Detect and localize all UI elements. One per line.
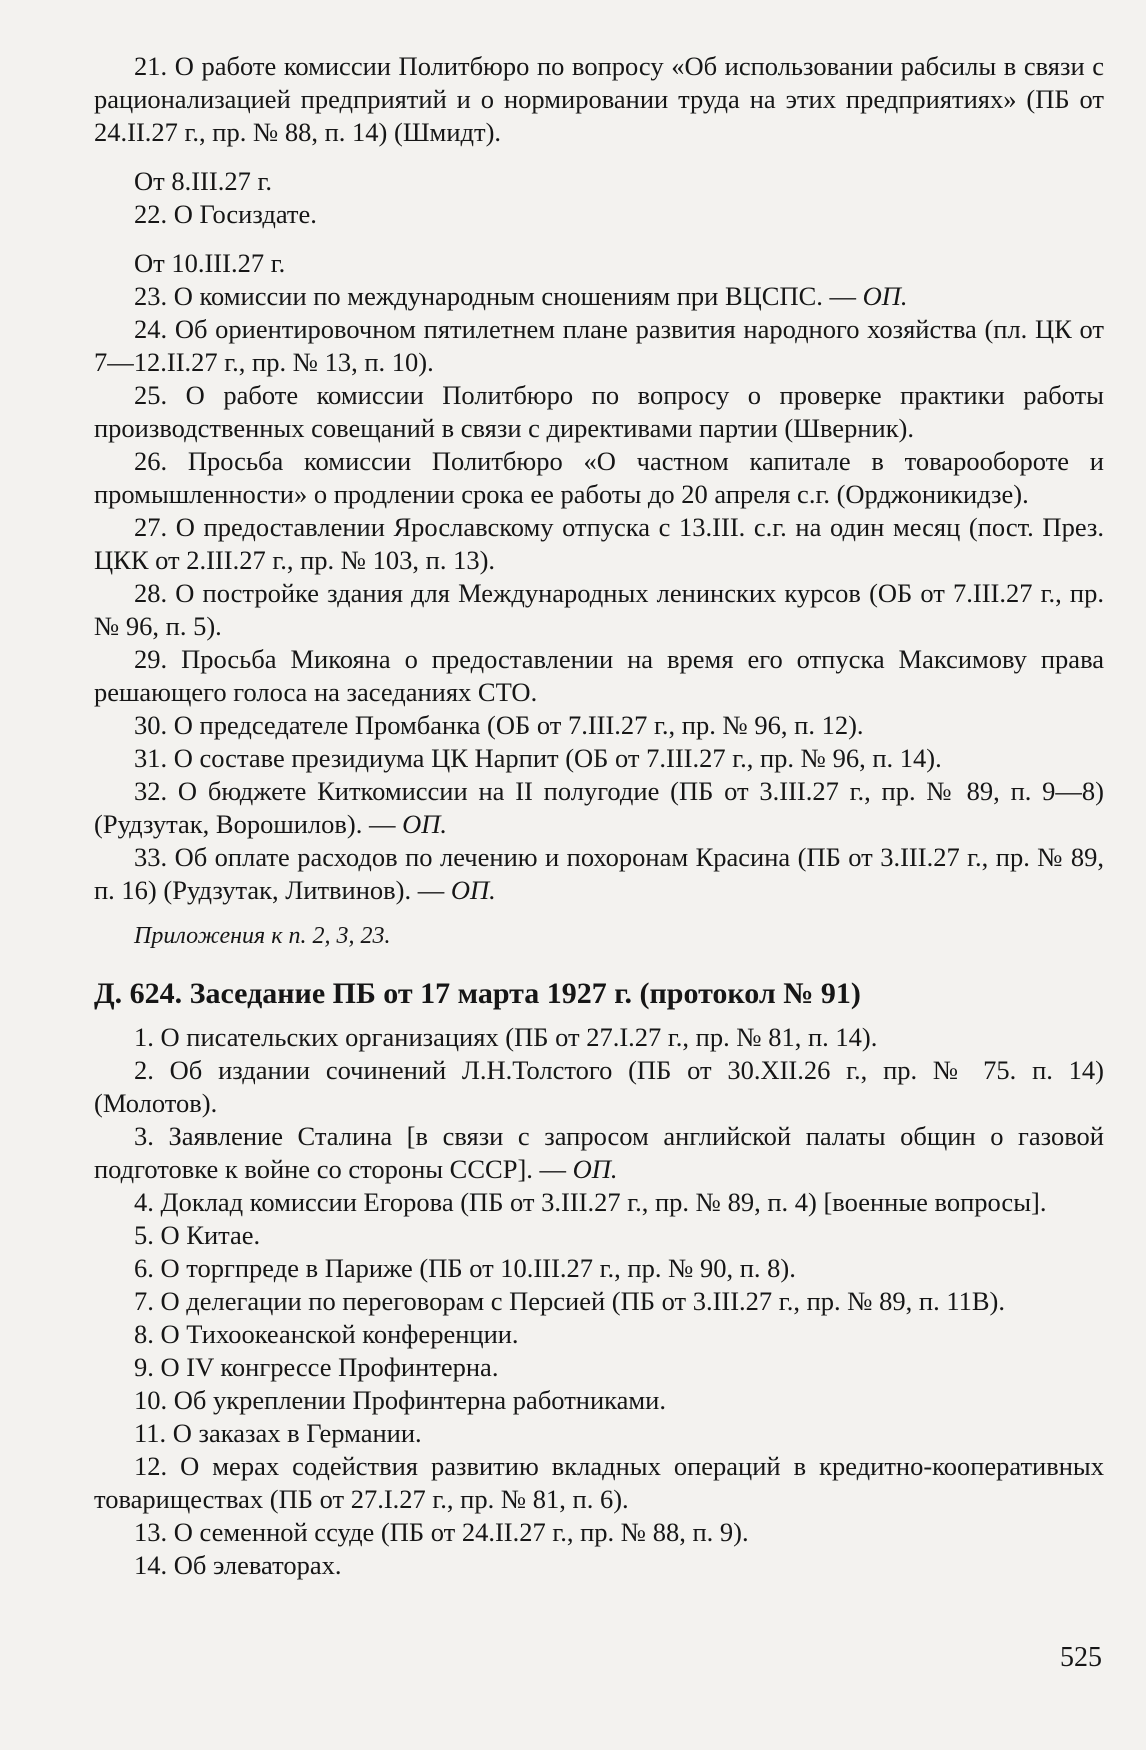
- agenda-item: [94, 313, 1104, 379]
- agenda-item: [94, 577, 1104, 643]
- agenda-item-text: От 10.III.27 г.: [134, 248, 286, 278]
- agenda-item-text: 25. О работе комиссии Политбюро по вопросу о проверке практики работы производственных совещаний в связи с директивами партии (Шверник).: [94, 380, 1104, 443]
- agenda-item-text: 24. Об ориентировочном пятилетнем плане развития народного хозяйства (пл. ЦК от 7—12.II.27 г., пр. № 13, п. 10).: [94, 314, 1104, 377]
- agenda-list-part1: [94, 50, 1104, 907]
- agenda-item-text: 28. О постройке здания для Международных ленинских курсов (ОБ от 7.III.27 г., пр. № 96, п. 5).: [94, 578, 1104, 641]
- agenda-item: [94, 742, 1104, 775]
- agenda-item: [94, 165, 1104, 198]
- agenda-item: [94, 841, 1104, 907]
- agenda-item-text: 12. О мерах содействия развитию вкладных операций в кредитно-кооперативных товариществах (ПБ от 27.I.27 г., пр. № 81, п. 6).: [94, 1451, 1104, 1514]
- agenda-item: [94, 445, 1104, 511]
- agenda-item-text: 5. О Китае.: [134, 1220, 261, 1250]
- agenda-item-decision: ОП.: [862, 281, 908, 311]
- agenda-item-text: 30. О председателе Промбанка (ОБ от 7.III.27 г., пр. № 96, п. 12).: [134, 710, 864, 740]
- agenda-item-decision: ОП.: [402, 809, 448, 839]
- agenda-item: [94, 379, 1104, 445]
- agenda-item-text: 21. О работе комиссии Политбюро по вопросу «Об использовании рабсилы в связи с рационализацией предприятий и о нормировании труда на этих предприятиях» (ПБ от 24.II.27 г., пр. № 88, п. 14) (Шмидт).: [94, 51, 1104, 147]
- agenda-item: [94, 1120, 1104, 1186]
- agenda-item-text: 31. О составе президиума ЦК Нарпит (ОБ от 7.III.27 г., пр. № 96, п. 14).: [134, 743, 942, 773]
- agenda-item-text: От 8.III.27 г.: [134, 166, 272, 196]
- agenda-item-text: 2. Об издании сочинений Л.Н.Толстого (ПБ от 30.XII.26 г., пр. № 75. п. 14) (Молотов).: [94, 1055, 1104, 1118]
- agenda-item: [94, 1252, 1104, 1285]
- agenda-item: [94, 198, 1104, 231]
- agenda-item: [94, 1549, 1104, 1582]
- agenda-item-text: 6. О торгпреде в Париже (ПБ от 10.III.27 г., пр. № 90, п. 8).: [134, 1253, 796, 1283]
- agenda-item: [94, 50, 1104, 149]
- agenda-item: [94, 709, 1104, 742]
- agenda-item-text: 9. О IV конгрессе Профинтерна.: [134, 1352, 499, 1382]
- agenda-item-text: 32. О бюджете Киткомиссии на II полугодие (ПБ от 3.III.27 г., пр. № 89, п. 9—8) (Рудзутак, Ворошилов). —: [94, 776, 1104, 839]
- agenda-item: [94, 1219, 1104, 1252]
- appendix-note: Приложения к п. 2, 3, 23.: [134, 923, 391, 949]
- agenda-item: [94, 1021, 1104, 1054]
- agenda-item: [94, 511, 1104, 577]
- agenda-item-text: 8. О Тихоокеанской конференции.: [134, 1319, 519, 1349]
- agenda-item-text: 29. Просьба Микояна о предоставлении на время его отпуска Максимову права решающего голоса на заседаниях СТО.: [94, 644, 1104, 707]
- agenda-item-text: 22. О Госиздате.: [134, 199, 317, 229]
- agenda-item: [94, 1351, 1104, 1384]
- agenda-item-text: 13. О семенной ссуде (ПБ от 24.II.27 г., пр. № 88, п. 9).: [134, 1517, 749, 1547]
- agenda-item: [94, 1417, 1104, 1450]
- agenda-item-text: 10. Об укреплении Профинтерна работниками.: [134, 1385, 666, 1415]
- agenda-item: [94, 1054, 1104, 1120]
- agenda-list-part2: [94, 1021, 1104, 1582]
- agenda-item: [94, 775, 1104, 841]
- agenda-item-text: 1. О писательских организациях (ПБ от 27.I.27 г., пр. № 81, п. 14).: [134, 1022, 878, 1052]
- document-page: [94, 50, 1104, 1582]
- agenda-item-text: 4. Доклад комиссии Егорова (ПБ от 3.III.27 г., пр. № 89, п. 4) [военные вопросы].: [134, 1187, 1047, 1217]
- agenda-item: [94, 1450, 1104, 1516]
- agenda-item: [94, 1516, 1104, 1549]
- agenda-item: [94, 247, 1104, 280]
- agenda-item-text: 26. Просьба комиссии Политбюро «О частном капитале в товарообороте и промышленности» о продлении срока ее работы до 20 апреля с.г. (Орджоникидзе).: [94, 446, 1104, 509]
- agenda-item-decision: ОП.: [572, 1154, 618, 1184]
- agenda-item-text: 23. О комиссии по международным сношениям при ВЦСПС. —: [134, 281, 857, 311]
- section-heading: Д. 624. Заседание ПБ от 17 марта 1927 г. (протокол № 91): [94, 977, 861, 1010]
- agenda-item: [94, 1186, 1104, 1219]
- agenda-item-text: 3. Заявление Сталина [в связи с запросом английской палаты общин о газовой подготовке к войне со стороны СССР]. —: [94, 1121, 1104, 1184]
- agenda-item-decision: ОП.: [450, 875, 496, 905]
- agenda-item-text: 27. О предоставлении Ярославскому отпуска с 13.III. с.г. на один месяц (пост. През. ЦКК от 2.III.27 г., пр. № 103, п. 13).: [94, 512, 1104, 575]
- agenda-item-text: 7. О делегации по переговорам с Персией (ПБ от 3.III.27 г., пр. № 89, п. 11В).: [134, 1286, 1005, 1316]
- agenda-item: [94, 280, 1104, 313]
- agenda-item-text: 33. Об оплате расходов по лечению и похоронам Красина (ПБ от 3.III.27 г., пр. № 89, п. 16) (Рудзутак, Литвинов). —: [94, 842, 1104, 905]
- page-number: 525: [1060, 1642, 1102, 1673]
- agenda-item: [94, 1285, 1104, 1318]
- agenda-item-text: 11. О заказах в Германии.: [134, 1418, 422, 1448]
- agenda-item: [94, 1384, 1104, 1417]
- agenda-item: [94, 1318, 1104, 1351]
- agenda-item-text: 14. Об элеваторах.: [134, 1550, 342, 1580]
- agenda-item: [94, 643, 1104, 709]
